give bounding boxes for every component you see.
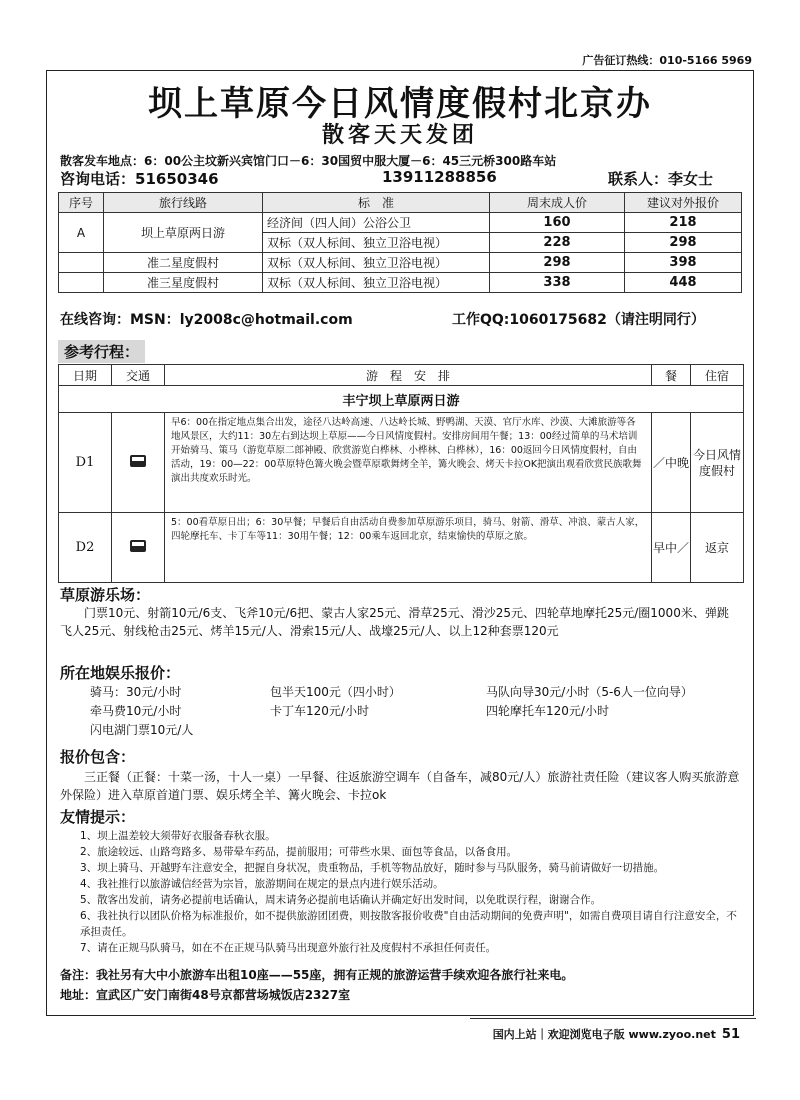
day-label: D1 xyxy=(59,413,112,513)
contact-phone xyxy=(60,168,219,189)
row-route: 准三星度假村 xyxy=(104,273,263,293)
itinerary-header xyxy=(59,365,744,386)
row-standard: 双标（双人标间、独立卫浴电视） xyxy=(263,273,490,293)
page-subtitle: 散客天天发团 xyxy=(321,122,478,148)
day-schedule: 5：00看草原日出；6：30早餐；早餐后自由活动自费参加草原游乐项目，骑马、射箭、滑草、冲浪、蒙古人家，四轮摩托车、卡丁车等11：30用午餐；12：00乘车返回北京，结束愉快的草原之旅。 xyxy=(165,513,652,583)
tips-list xyxy=(80,828,744,956)
page-number: 51 xyxy=(721,1027,740,1042)
remark: 备注：我社另有大中小旅游车出租10座——55座，拥有正规的旅游运营手续欢迎各旅行社来电。 xyxy=(60,968,574,982)
table-row xyxy=(59,413,744,513)
local-price-item: 马队向导30元/小时（5-6人一位向导） xyxy=(486,685,693,699)
price-table xyxy=(58,192,742,293)
row-weekend: 228 xyxy=(490,233,625,253)
local-prices xyxy=(60,684,740,744)
col-standard: 标 准 xyxy=(263,193,490,213)
local-prices-title: 所在地娱乐报价： xyxy=(60,664,181,682)
row-route: 准二星度假村 xyxy=(104,253,263,273)
local-price-item: 包半天100元（四小时） xyxy=(270,685,401,699)
row-weekend: 298 xyxy=(490,253,625,273)
page-title: 坝上草原今日风情度假村北京办 xyxy=(148,84,652,124)
day-meal: ／中晚 xyxy=(652,413,691,513)
table-row xyxy=(59,273,742,293)
day-label: D2 xyxy=(59,513,112,583)
table-row xyxy=(59,213,742,233)
col-weekend-price: 周末成人价 xyxy=(490,193,625,213)
local-price-item: 四轮摩托车120元/小时 xyxy=(486,704,609,718)
person-name: 李女士 xyxy=(668,170,714,188)
page-footer xyxy=(493,1026,740,1042)
price-table-header xyxy=(59,193,742,213)
local-price-item: 闪电湖门票10元/人 xyxy=(90,723,194,737)
day-schedule: 早6：00在指定地点集合出发，途径八达岭高速、八达岭长城、野鸭湖、天漠、官厅水库、沙漠、大滩旅游等各地风景区，大约11：30左右到达坝上草原——今日风情度假村。安排房间用午餐；13：00经过简单的马术培训开始骑马、策马（游览草原二郎神殿、欣赏游览白桦林、小桦林、白桦林），16：00返回今日风情度假村，自由活动，19：00—22：00草原特色篝火晚会暨草原歌舞烤全羊，篝火晚会、烤天卡拉OK把演出观看欣赏民族歌舞演出共度欢乐时光。 xyxy=(165,413,652,513)
trip-title: 丰宁坝上草原两日游 xyxy=(59,386,744,413)
phone-label: 咨询电话： xyxy=(60,170,136,188)
phone-number: 51650346 xyxy=(135,170,219,188)
col-schedule: 游 程 安 排 xyxy=(165,365,652,386)
local-price-item: 骑马：30元/小时 xyxy=(90,685,182,699)
col-transport: 交通 xyxy=(112,365,165,386)
footer-divider xyxy=(470,1018,756,1019)
tip-item: 1、坝上温差较大须带好衣服备春秋衣服。 xyxy=(80,830,276,842)
msn-contact: 在线咨询：MSN：ly2008c@hotmail.com xyxy=(60,312,353,328)
row-suggest: 298 xyxy=(625,233,742,253)
col-no: 序号 xyxy=(59,193,104,213)
address: 地址：宣武区广安门南街48号京都营场城饭店2327室 xyxy=(60,988,351,1002)
local-price-item: 牵马费10元/小时 xyxy=(90,704,182,718)
row-suggest: 398 xyxy=(625,253,742,273)
col-date: 日期 xyxy=(59,365,112,386)
col-meal: 餐 xyxy=(652,365,691,386)
local-price-item: 卡丁车120元/小时 xyxy=(270,704,369,718)
person-label: 联系人： xyxy=(608,170,669,188)
bus-cell xyxy=(112,513,165,583)
bus-cell xyxy=(112,413,165,513)
include-text: 三正餐（正餐：十菜一汤，十人一桌）一早餐、往返旅游空调车（自备车，减80元/人）旅游社责任险（建议客人购买旅游意外保险）进入草原首道门票、娱乐烤全羊、篝火晚会、卡拉ok xyxy=(60,770,740,802)
departure-info: 散客发车地点：6：00公主坟新兴宾馆门口－6：30国贸中服大厦－6：45三元桥300路车站 xyxy=(60,154,557,168)
tip-item: 2、旅途较远、山路弯路多、易带晕车药品，提前服用；可带些水果、面包等食品，以备食用。 xyxy=(80,846,518,858)
row-weekend: 160 xyxy=(490,213,625,233)
ad-hotline: 广告征订热线：010-5166 5969 xyxy=(582,54,752,67)
row-standard: 双标（双人标间、独立卫浴电视） xyxy=(263,233,490,253)
contact-mobile: 13911288856 xyxy=(382,168,497,186)
tips-title: 友情提示： xyxy=(60,808,136,826)
qq-contact: 工作QQ:1060175682（请注明同行） xyxy=(452,312,705,328)
tip-item: 5、散客出发前，请务必提前电话确认，周末请务必提前电话确认并确定好出发时间，以免耽误行程，谢谢合作。 xyxy=(80,894,602,906)
include-title: 报价包含： xyxy=(60,748,136,766)
col-route: 旅行线路 xyxy=(104,193,263,213)
tip-item: 6、我社执行以团队价格为标准报价，如不提供旅游团团费，则按散客报价收费"自由活动期间的免费声明"，如需自费项目请自行注意安全，不承担责任。 xyxy=(80,910,737,938)
tip-item: 3、坝上骑马、开越野车注意安全，把握自身状况，贵重物品，手机等物品放好，随时参与马队服务，骑马前请做好一切措施。 xyxy=(80,862,665,874)
table-row xyxy=(59,513,744,583)
contact-person xyxy=(608,168,713,189)
row-standard: 经济间（四人间）公浴公卫 xyxy=(263,213,490,233)
tip-item: 7、请在正规马队骑马，如在不在正规马队骑马出现意外旅行社及度假村不承担任何责任。 xyxy=(80,942,497,954)
itinerary-heading: 参考行程： xyxy=(58,340,145,363)
row-suggest: 218 xyxy=(625,213,742,233)
day-stay: 返京 xyxy=(691,513,744,583)
table-row xyxy=(59,253,742,273)
tip-item: 4、我社推行以旅游诚信经营为宗旨，旅游期间在规定的景点内进行娱乐活动。 xyxy=(80,878,444,890)
grassland-prices: 门票10元、射箭10元/6支、飞斧10元/6把、蒙古人家25元、滑草25元、滑沙25元、四轮草地摩托25元/圈1000米、弹跳飞人25元、射线枪击25元、烤羊15元/人、滑索15元/人、战壕25元/人、以上12种套票120元 xyxy=(60,606,729,638)
day-stay: 今日风情度假村 xyxy=(691,413,744,513)
row-suggest: 448 xyxy=(625,273,742,293)
day-meal: 早中／ xyxy=(652,513,691,583)
bus-icon xyxy=(130,455,146,467)
grassland-title: 草原游乐场： xyxy=(60,586,151,604)
col-suggest-price: 建议对外报价 xyxy=(625,193,742,213)
page-footer-text: 国内上站｜欢迎浏览电子版 www.zyoo.net xyxy=(492,1028,716,1041)
row-standard: 双标（双人标间、独立卫浴电视） xyxy=(263,253,490,273)
bus-icon xyxy=(130,540,146,552)
row-route: 坝上草原两日游 xyxy=(104,213,263,253)
row-weekend: 338 xyxy=(490,273,625,293)
col-stay: 住宿 xyxy=(691,365,744,386)
itinerary-table xyxy=(58,364,744,583)
row-no: A xyxy=(59,213,104,253)
